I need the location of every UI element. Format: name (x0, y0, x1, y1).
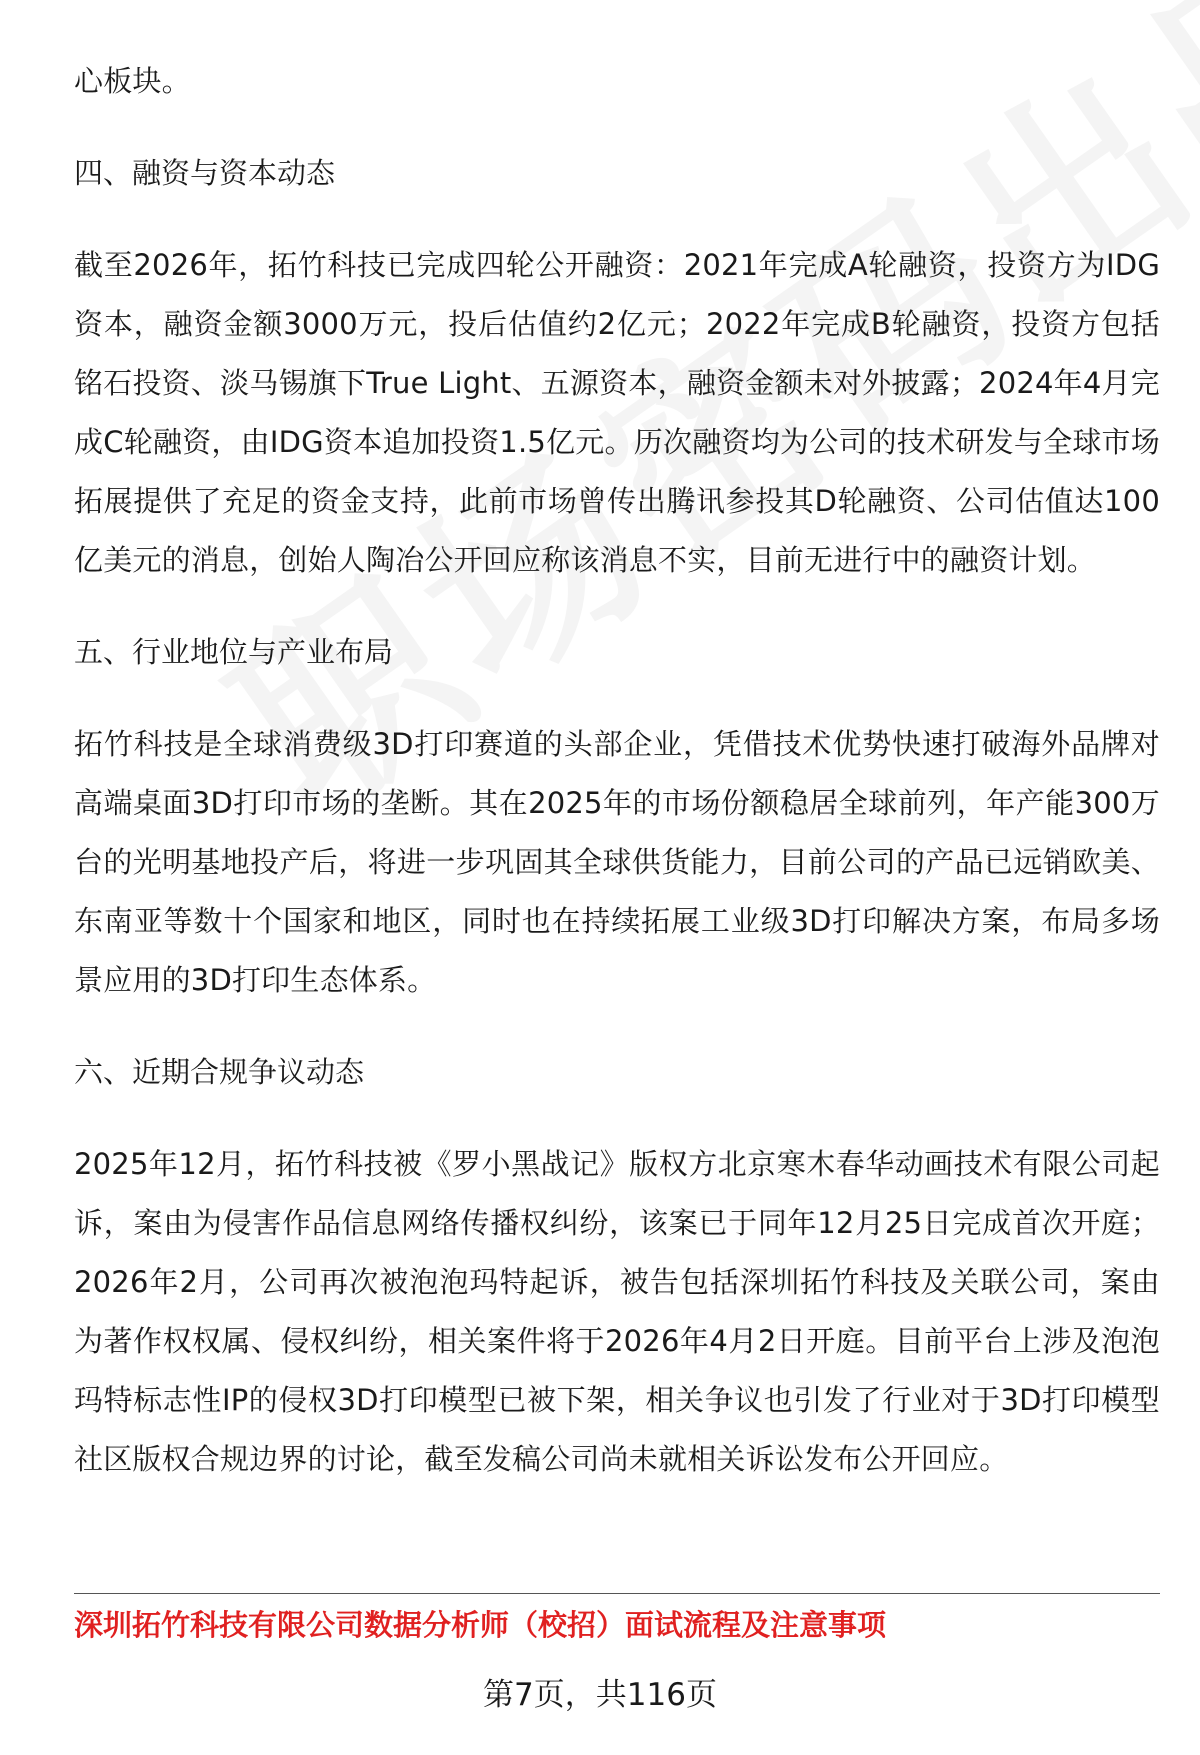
page-number: 第7页，共116页 (483, 1677, 717, 1713)
section-heading-industry: 五、行业地位与产业布局 (74, 635, 394, 669)
footer-title: 深圳拓竹科技有限公司数据分析师（校招）面试流程及注意事项 (74, 1608, 887, 1642)
section-heading-financing: 四、融资与资本动态 (74, 156, 336, 190)
document-body (74, 52, 1160, 1489)
paragraph-industry: 拓竹科技是全球消费级3D打印赛道的头部企业，凭借技术优势快速打破海外品牌对高端桌面3D打印市场的垄断。其在2025年的市场份额稳居全球前列，年产能300万台的光明基地投产后，将进一步巩固其全球供货能力，目前公司的产品已远销欧美、东南亚等数十个国家和地区，同时也在持续拓展工业级3D打印解决方案，布局多场景应用的3D打印生态体系。 (74, 727, 1160, 997)
paragraph-continuation: 心板块。 (74, 64, 191, 98)
footer-divider (74, 1593, 1160, 1594)
paragraph-financing: 截至2026年，拓竹科技已完成四轮公开融资：2021年完成A轮融资，投资方为IDG资本，融资金额3000万元，投后估值约2亿元；2022年完成B轮融资，投资方包括铭石投资、淡马锡旗下True Light、五源资本，融资金额未对外披露；2024年4月完成C轮融资，由IDG资本追加投资1.5亿元。历次融资均为公司的技术研发与全球市场拓展提供了充足的资金支持，此前市场曾传出腾讯参投其D轮融资、公司估值达100亿美元的消息，创始人陶冶公开回应称该消息不实，目前无进行中的融资计划。 (74, 248, 1160, 577)
paragraph-compliance: 2025年12月，拓竹科技被《罗小黑战记》版权方北京寒木春华动画技术有限公司起诉，案由为侵害作品信息网络传播权纠纷，该案已于同年12月25日完成首次开庭；2026年2月，公司再次被泡泡玛特起诉，被告包括深圳拓竹科技及关联公司，案由为著作权权属、侵权纠纷，相关案件将于2026年4月2日开庭。目前平台上涉及泡泡玛特标志性IP的侵权3D打印模型已被下架，相关争议也引发了行业对于3D打印模型社区版权合规边界的讨论，截至发稿公司尚未就相关诉讼发布公开回应。 (74, 1147, 1160, 1476)
section-heading-compliance: 六、近期合规争议动态 (74, 1055, 365, 1089)
